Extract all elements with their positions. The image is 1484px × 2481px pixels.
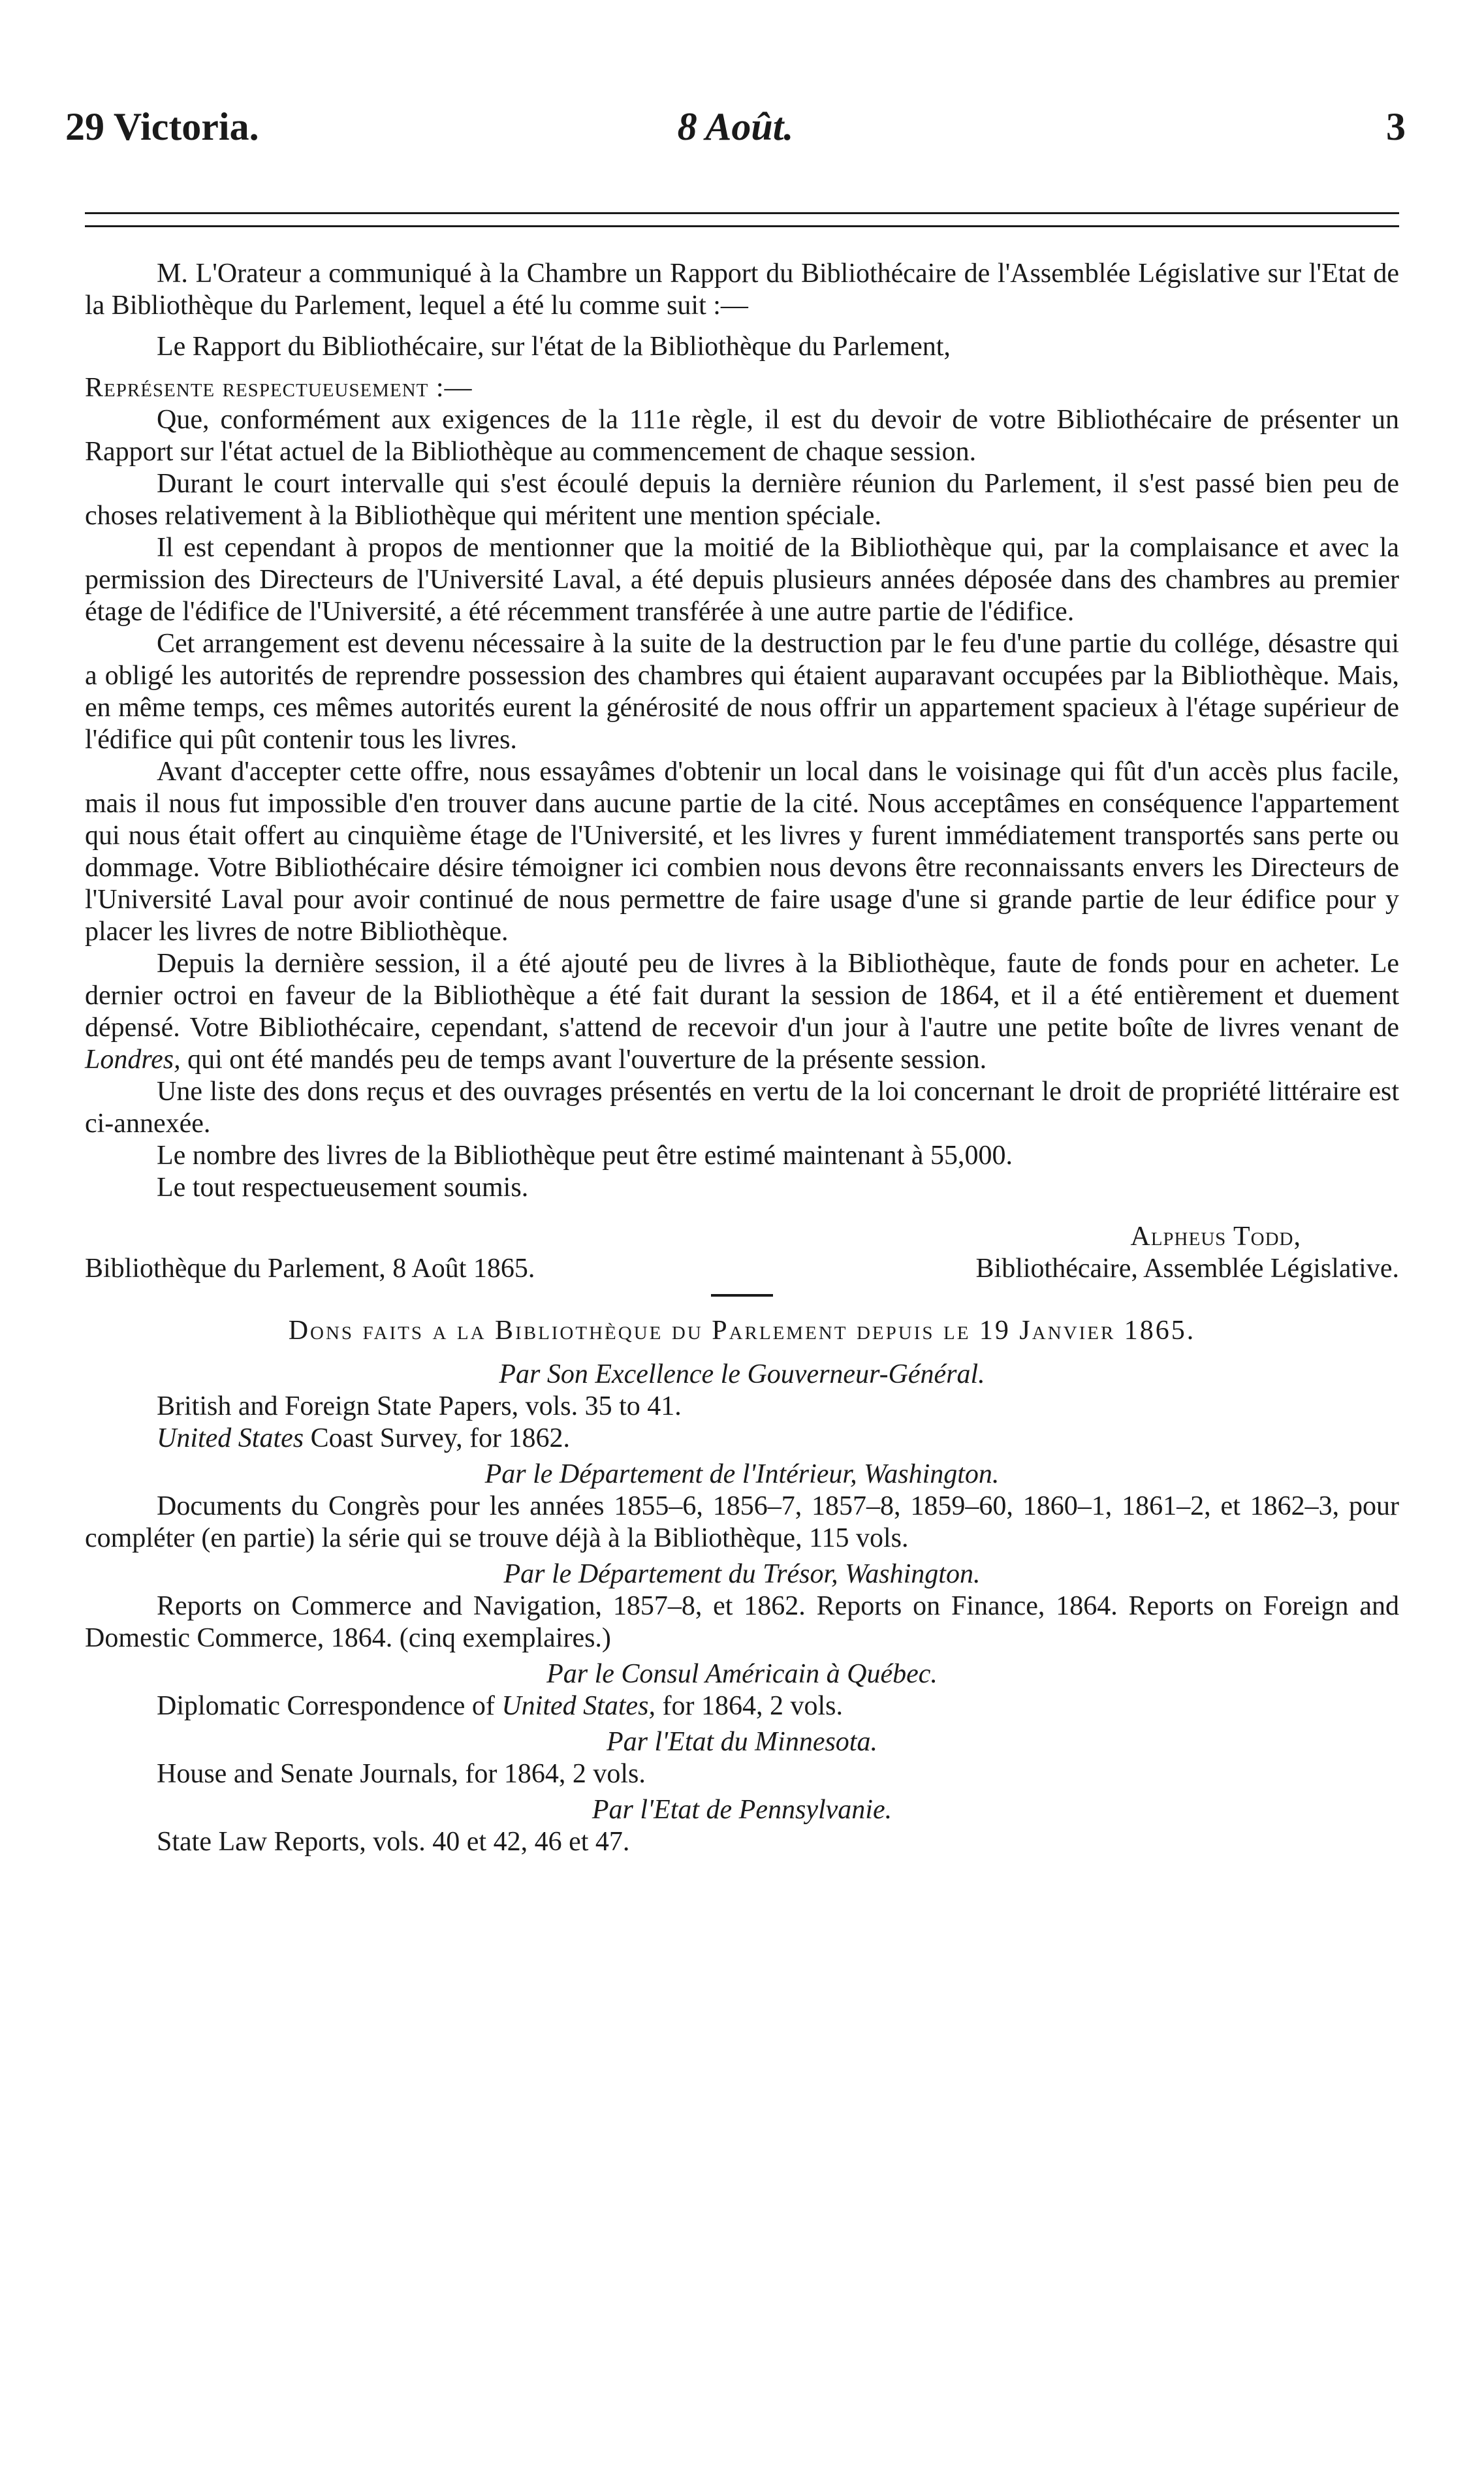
donation-item-italic: United States, [501, 1691, 655, 1721]
donor-minnesota: Par l'Etat du Minnesota. [607, 1727, 877, 1757]
donation-item-text: for 1864, 2 vols. [662, 1691, 843, 1721]
header-rule-thick [85, 225, 1399, 227]
running-header [65, 104, 1406, 170]
signature-place-date: Bibliothèque du Parlement, 8 Août 1865. [85, 1254, 535, 1284]
donation-item: State Law Reports, vols. 40 et 42, 46 et 47. [157, 1827, 630, 1857]
closing-submitted: Le tout respectueusement soumis. [157, 1173, 529, 1203]
donor-american-consul: Par le Consul Américain à Québec. [546, 1659, 938, 1689]
donor-governor-general: Par Son Excellence le Gouverneur-Général. [499, 1359, 985, 1389]
funds-text-b: qui ont été mandés peu de temps avant l'ouverture de la présente session. [187, 1045, 987, 1075]
donation-item: Reports on Commerce and Navigation, 1857–8, et 1862. Reports on Finance, 1864. Reports on Foreign and Domestic Commerce, 1864. (cinq exemplaires.) [85, 1591, 1399, 1653]
funds-city: Londres, [85, 1045, 181, 1075]
donations-title: Dons faits a la Bibliothèque du Parlement depuis le 19 Janvier 1865. [288, 1316, 1196, 1346]
paragraph-funds [85, 948, 1399, 1076]
donor-treasury-department: Par le Département du Trésor, Washington. [503, 1559, 981, 1589]
signature-row [85, 1253, 1399, 1285]
header-date-text: 8 Août. [677, 105, 794, 148]
signature-role: Bibliothécaire, Assemblée Législative. [975, 1254, 1399, 1284]
donation-item-text: Coast Survey, for 1862. [310, 1423, 571, 1453]
signature-name: Alpheus Todd, [1130, 1222, 1301, 1252]
donor-interior-department: Par le Département de l'Intérieur, Washington. [484, 1459, 1000, 1489]
paragraph-transfer: Il est cependant à propos de mentionner que la moitié de la Bibliothèque qui, par la complaisance et avec la permission des Directeurs de l'Université Laval, a été depuis plusieurs années déposée dans des chambres au premier étage de l'édifice de l'Université, a été récemment transférée à une autre partie de l'édifice. [85, 533, 1399, 627]
funds-text-a: Depuis la dernière session, il a été ajouté peu de livres à la Bibliothèque, faute de fonds pour en acheter. Le dernier octroi en faveur de la Bibliothèque a été fait durant la session de 1864, et il a été entièrement et duement dépensé. Votre Bibliothécaire, cependant, s'attend de recevoir d'un jour à l'autre une petite boîte de livres venant de [85, 949, 1399, 1043]
paragraph-interval: Durant le court intervalle qui s'est écoulé depuis la dernière réunion du Parlement, il s'est passé bien peu de choses relativement à la Bibliothèque qui méritent une mention spéciale. [85, 469, 1399, 531]
report-title: Le Rapport du Bibliothécaire, sur l'état de la Bibliothèque du Parlement, [157, 332, 951, 362]
donation-item: Documents du Congrès pour les années 1855–6, 1856–7, 1857–8, 1859–60, 1860–1, 1861–2, et 1862–3, pour compléter (en partie) la série qui se trouve déjà à la Bibliothèque, 115 vols. [85, 1491, 1399, 1553]
header-session: 29 Victoria. [65, 105, 259, 148]
donation-item [157, 1690, 1399, 1722]
document-body [85, 258, 1399, 1858]
page-number: 3 [1386, 105, 1406, 148]
donation-item [157, 1423, 1399, 1455]
section-divider [711, 1294, 773, 1297]
representing-line: Représente respectueusement :— [85, 373, 473, 403]
intro-paragraph: M. L'Orateur a communiqué à la Chambre un Rapport du Bibliothécaire de l'Assemblée Législative sur l'Etat de la Bibliothèque du Parlement, lequel a été lu comme suit :— [85, 259, 1399, 321]
paragraph-offer: Avant d'accepter cette offre, nous essayâmes d'obtenir un local dans le voisinage qui fût d'un accès plus facile, mais il nous fut impossible d'en trouver dans aucune partie de la cité. Nous acceptâmes en conséquence l'appartement qui nous était offert au cinquième étage de l'Université, et les livres y furent immédiatement transportés sans perte ou dommage. Votre Bibliothécaire désire témoigner ici combien nous devons être reconnaissants envers les Directeurs de l'Université Laval pour avoir continué de nous permettre de faire usage d'une si grande partie de leur édifice pour y placer les livres de notre Bibliothèque. [85, 757, 1399, 947]
donation-item: British and Foreign State Papers, vols. 35 to 41. [157, 1391, 682, 1421]
donation-item-text: Diplomatic Correspondence of [157, 1691, 495, 1721]
closing-count: Le nombre des livres de la Bibliothèque peut être estimé maintenant à 55,000. [157, 1141, 1013, 1171]
paragraph-rule: Que, conformément aux exigences de la 111e règle, il est du devoir de votre Bibliothécaire de présenter un Rapport sur l'état actuel de la Bibliothèque au commencement de chaque session. [85, 405, 1399, 467]
donor-pennsylvania: Par l'Etat de Pennsylvanie. [592, 1795, 892, 1825]
donation-item: House and Senate Journals, for 1864, 2 vols. [157, 1759, 646, 1789]
paragraph-arrangement: Cet arrangement est devenu nécessaire à la suite de la destruction par le feu d'une partie du collége, désastre qui a obligé les autorités de reprendre possession des chambres qui étaient auparavant occupées par la Bibliothèque. Mais, en même temps, ces mêmes autorités eurent la générosité de nous offrir un appartement spacieux à l'étage supérieur de l'édifice qui pût contenir tous les livres. [85, 629, 1399, 755]
header-date [65, 104, 1406, 150]
paragraph-list: Une liste des dons reçus et des ouvrages présentés en vertu de la loi concernant le droit de propriété littéraire est ci-annexée. [85, 1077, 1399, 1139]
donation-item-italic: United States [157, 1423, 304, 1453]
header-rule-thin [85, 212, 1399, 214]
